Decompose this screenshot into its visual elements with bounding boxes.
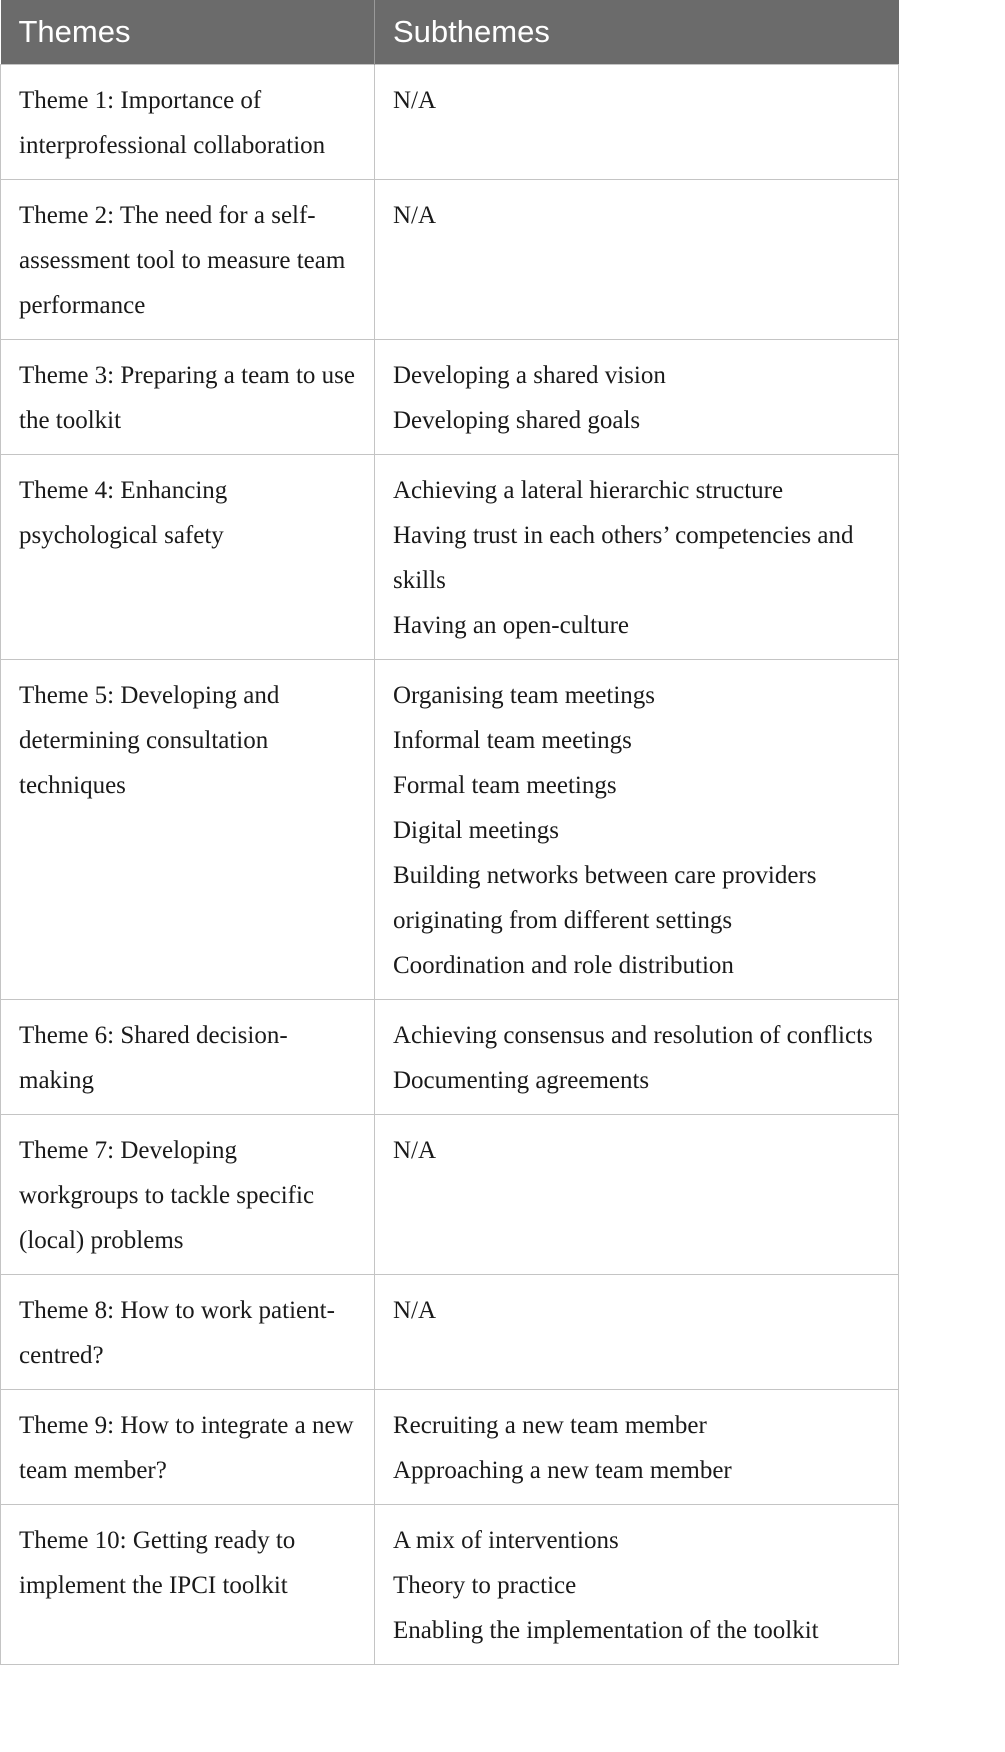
theme-cell: Theme 3: Preparing a team to use the toolkit bbox=[1, 340, 375, 455]
subtheme-item: Theory to practice bbox=[393, 1572, 577, 1599]
table-body bbox=[1, 65, 899, 1665]
subthemes-cell bbox=[375, 1115, 899, 1275]
subtheme-item: Approaching a new team member bbox=[393, 1457, 732, 1484]
subtheme-item: Formal team meetings bbox=[393, 772, 617, 799]
table-row bbox=[1, 1505, 899, 1665]
header-subthemes: Subthemes bbox=[375, 0, 899, 65]
subtheme-item: Documenting agreements bbox=[393, 1067, 650, 1094]
table-row bbox=[1, 65, 899, 180]
table-row bbox=[1, 340, 899, 455]
theme-cell: Theme 5: Developing and determining consultation techniques bbox=[1, 660, 375, 1000]
theme-cell: Theme 8: How to work patient-centred? bbox=[1, 1275, 375, 1390]
table-row bbox=[1, 1275, 899, 1390]
table-row bbox=[1, 1000, 899, 1115]
table-row bbox=[1, 660, 899, 1000]
theme-cell: Theme 7: Developing workgroups to tackle specific (local) problems bbox=[1, 1115, 375, 1275]
theme-cell: Theme 2: The need for a self-assessment tool to measure team performance bbox=[1, 180, 375, 340]
subthemes-cell bbox=[375, 1000, 899, 1115]
subtheme-item: Achieving consensus and resolution of conflicts bbox=[393, 1022, 873, 1049]
subtheme-item: Having trust in each others’ competencies and skills bbox=[393, 522, 854, 594]
header-themes: Themes bbox=[1, 0, 375, 65]
subtheme-item: Achieving a lateral hierarchic structure bbox=[393, 477, 784, 504]
table-header bbox=[1, 0, 899, 65]
subthemes-cell bbox=[375, 660, 899, 1000]
subthemes-cell bbox=[375, 455, 899, 660]
theme-cell: Theme 6: Shared decision-making bbox=[1, 1000, 375, 1115]
subtheme-item: A mix of interventions bbox=[393, 1527, 619, 1554]
subthemes-cell bbox=[375, 340, 899, 455]
subtheme-item: Organising team meetings bbox=[393, 682, 655, 709]
subthemes-cell bbox=[375, 1505, 899, 1665]
subtheme-item: N/A bbox=[393, 1137, 437, 1164]
subtheme-item: N/A bbox=[393, 87, 437, 114]
subtheme-item: Coordination and role distribution bbox=[393, 952, 734, 979]
subthemes-cell bbox=[375, 180, 899, 340]
table-row bbox=[1, 1390, 899, 1505]
theme-cell: Theme 4: Enhancing psychological safety bbox=[1, 455, 375, 660]
subthemes-cell bbox=[375, 65, 899, 180]
theme-cell: Theme 9: How to integrate a new team member? bbox=[1, 1390, 375, 1505]
subtheme-item: N/A bbox=[393, 202, 437, 229]
theme-cell: Theme 10: Getting ready to implement the IPCI toolkit bbox=[1, 1505, 375, 1665]
theme-cell: Theme 1: Importance of interprofessional collaboration bbox=[1, 65, 375, 180]
subtheme-item: Informal team meetings bbox=[393, 727, 632, 754]
table-row bbox=[1, 180, 899, 340]
subtheme-item: Developing shared goals bbox=[393, 407, 641, 434]
subthemes-cell bbox=[375, 1275, 899, 1390]
table-row bbox=[1, 455, 899, 660]
subtheme-item: Recruiting a new team member bbox=[393, 1412, 707, 1439]
subtheme-item: Having an open-culture bbox=[393, 612, 630, 639]
header-row bbox=[1, 0, 899, 65]
subthemes-cell bbox=[375, 1390, 899, 1505]
subtheme-item: Enabling the implementation of the toolkit bbox=[393, 1617, 819, 1644]
subtheme-item: Developing a shared vision bbox=[393, 362, 666, 389]
subtheme-item: Digital meetings bbox=[393, 817, 559, 844]
table-row bbox=[1, 1115, 899, 1275]
subtheme-item: N/A bbox=[393, 1297, 437, 1324]
subtheme-item: Building networks between care providers originating from different settings bbox=[393, 862, 817, 934]
